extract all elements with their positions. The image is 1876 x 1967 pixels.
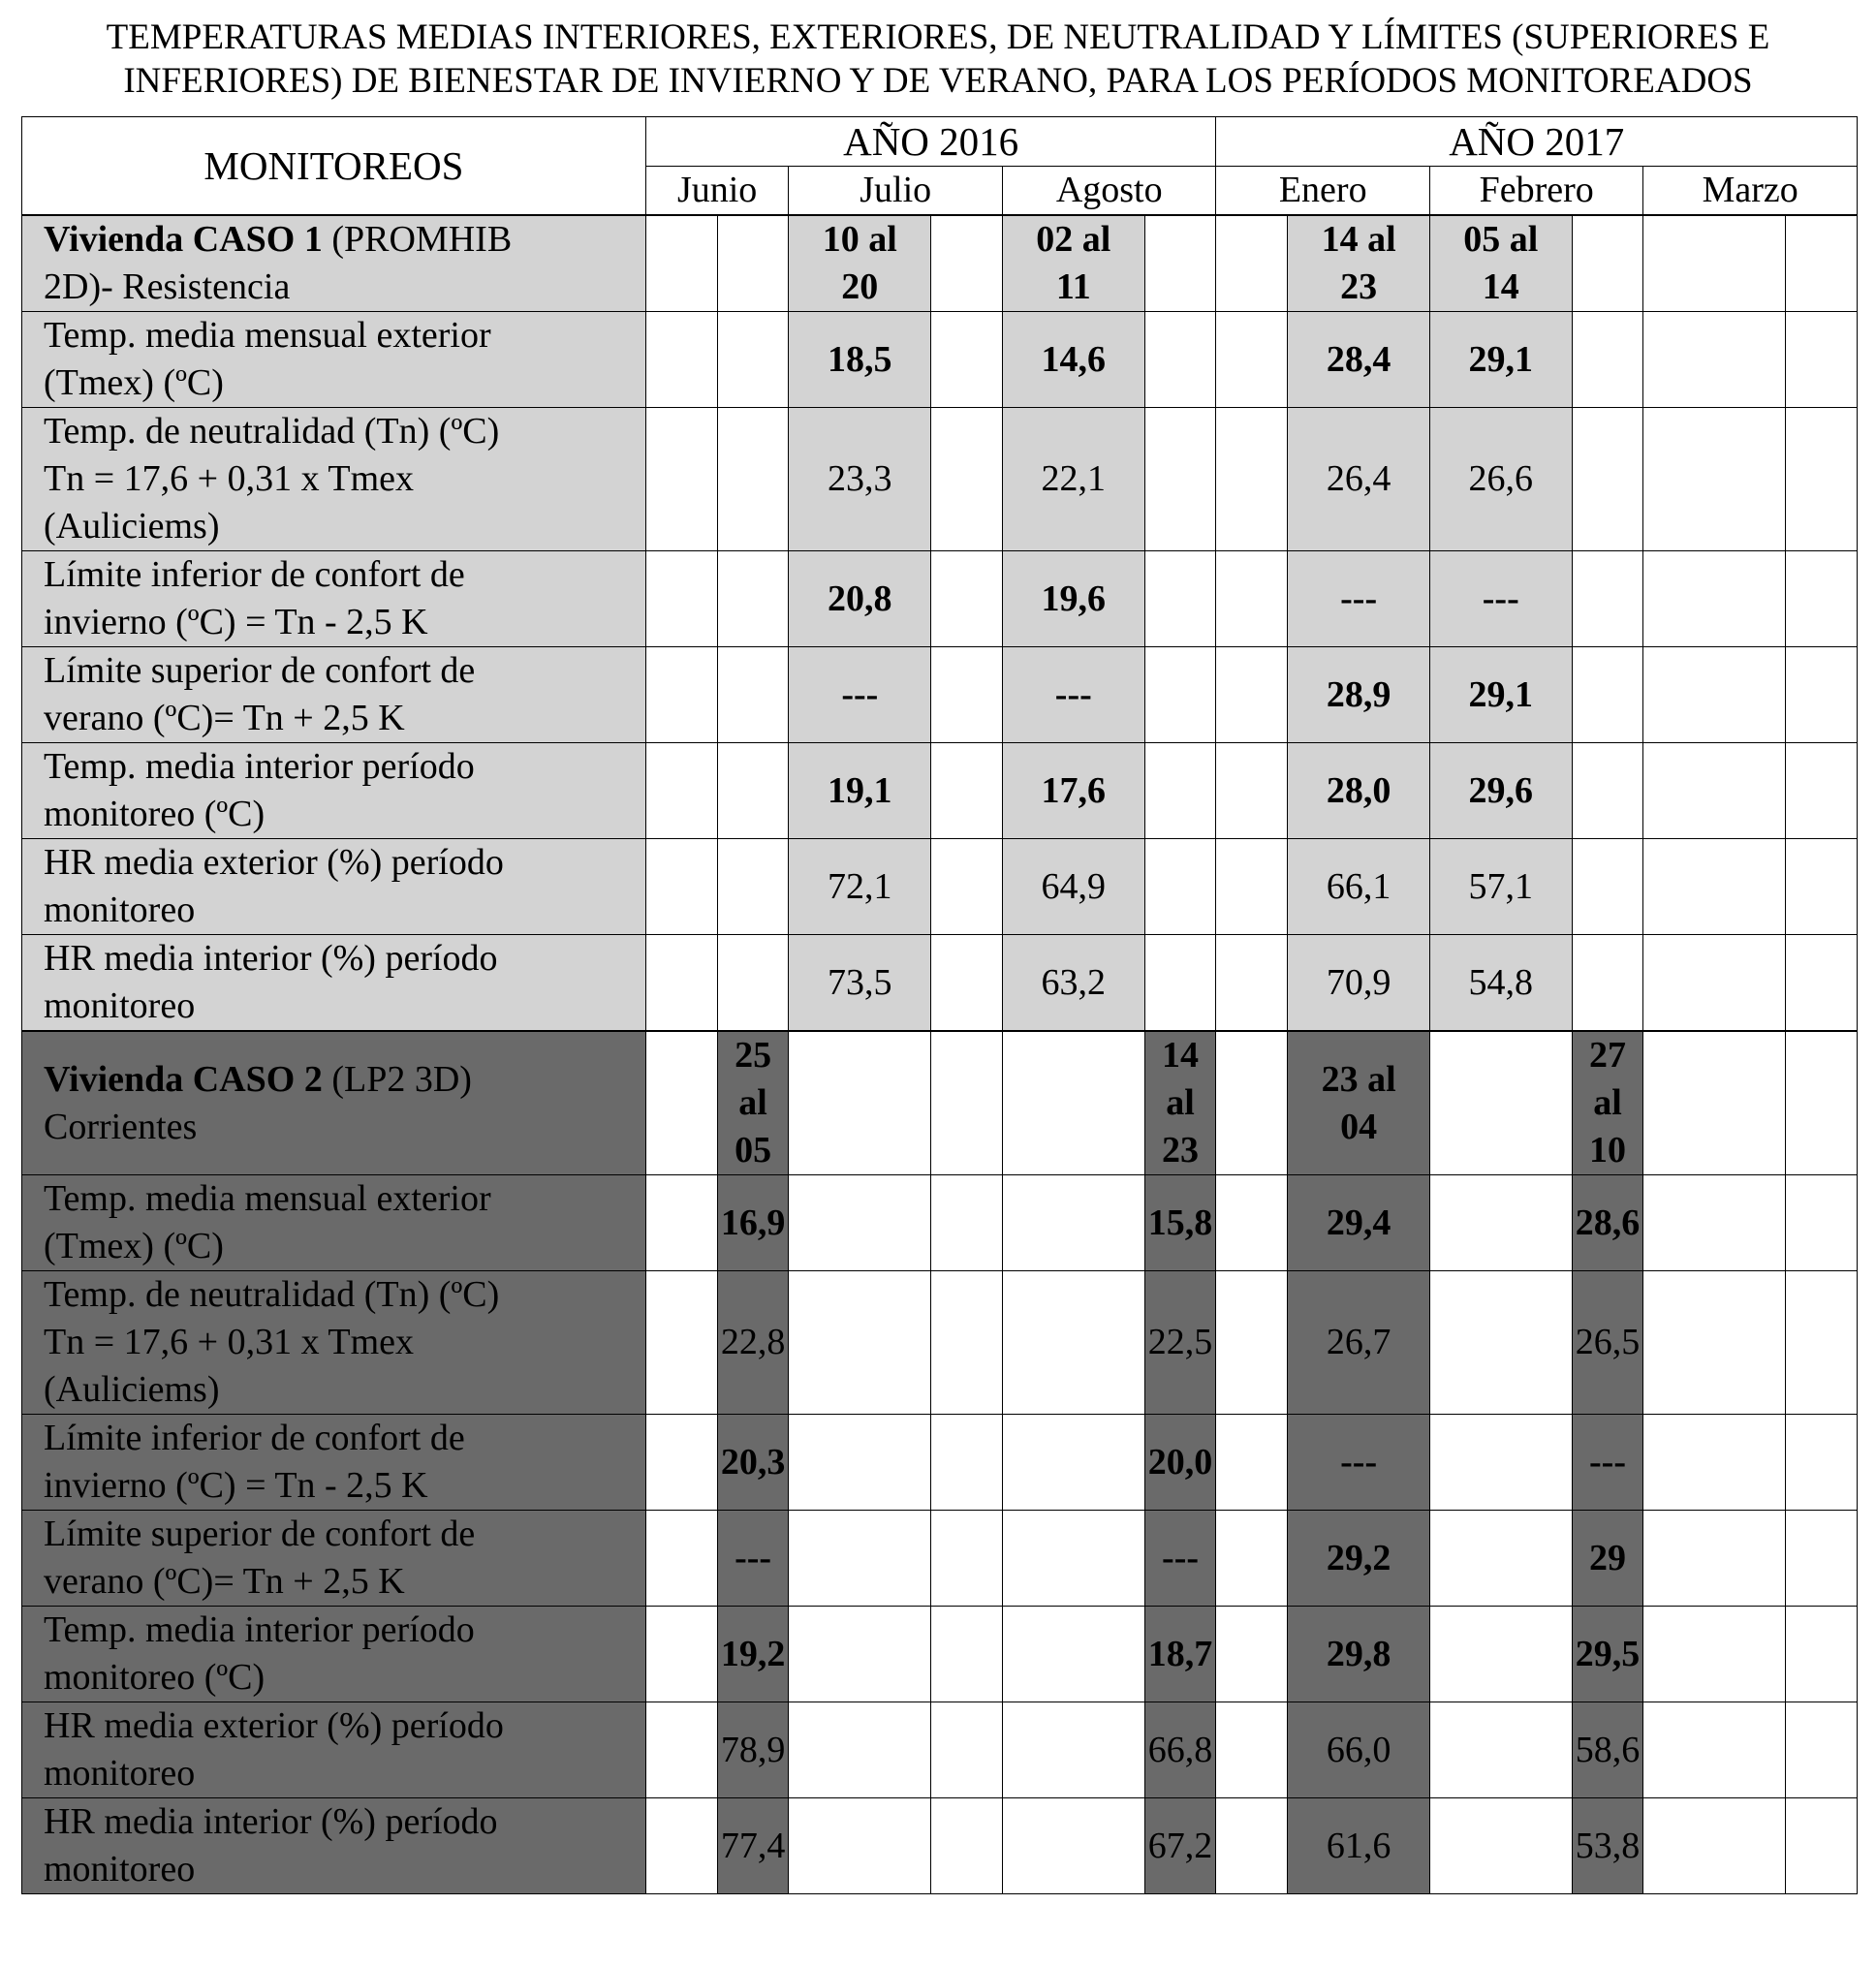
value-cell: 26,7 — [1288, 1271, 1430, 1415]
empty-cell — [1786, 1415, 1858, 1511]
empty-cell — [1643, 1511, 1786, 1607]
value-cell: 77,4 — [717, 1798, 789, 1894]
value-cell: --- — [1288, 551, 1430, 647]
empty-cell — [645, 1271, 717, 1415]
case-header-row — [22, 1031, 1858, 1175]
empty-cell — [1216, 1798, 1288, 1894]
row-label: Temp. media mensual exterior (Tmex) (ºC) — [22, 312, 646, 408]
row-label: Temp. media interior período monitoreo (ºC) — [22, 743, 646, 839]
data-row — [22, 935, 1858, 1032]
period-cell: 14 al 23 — [1288, 215, 1430, 312]
data-row — [22, 1798, 1858, 1894]
year-2016-header: AÑO 2016 — [645, 117, 1216, 167]
value-cell: 58,6 — [1572, 1702, 1643, 1798]
value-cell: 54,8 — [1429, 935, 1572, 1032]
empty-cell — [717, 839, 789, 935]
value-cell: 29,5 — [1572, 1607, 1643, 1702]
empty-cell — [1786, 647, 1858, 743]
empty-cell — [717, 935, 789, 1032]
data-row — [22, 743, 1858, 839]
value-cell: --- — [1288, 1415, 1430, 1511]
empty-cell — [1643, 1271, 1786, 1415]
data-row — [22, 1415, 1858, 1511]
data-row — [22, 408, 1858, 551]
empty-cell — [1643, 551, 1786, 647]
value-cell: 29,8 — [1288, 1607, 1430, 1702]
empty-cell — [645, 647, 717, 743]
empty-cell — [1786, 839, 1858, 935]
empty-cell — [1643, 935, 1786, 1032]
row-label: Temp. media mensual exterior (Tmex) (ºC) — [22, 1175, 646, 1271]
value-cell: 18,7 — [1144, 1607, 1216, 1702]
empty-cell — [1572, 839, 1643, 935]
empty-cell — [789, 1702, 931, 1798]
row-label: Temp. de neutralidad (Tn) (ºC) Tn = 17,6 + 0,31 x Tmex (Auliciems) — [22, 408, 646, 551]
empty-cell — [1144, 215, 1216, 312]
value-cell: 29,2 — [1288, 1511, 1430, 1607]
empty-cell — [1786, 312, 1858, 408]
empty-cell — [1216, 1031, 1288, 1175]
empty-cell — [1429, 1271, 1572, 1415]
value-cell: 16,9 — [717, 1175, 789, 1271]
empty-cell — [1144, 408, 1216, 551]
empty-cell — [1429, 1702, 1572, 1798]
value-cell: 29,6 — [1429, 743, 1572, 839]
value-cell: 28,0 — [1288, 743, 1430, 839]
monitoring-table — [21, 116, 1858, 1894]
empty-cell — [1429, 1511, 1572, 1607]
empty-cell — [645, 1031, 717, 1175]
period-cell: 14 al 23 — [1144, 1031, 1216, 1175]
value-cell: 64,9 — [1002, 839, 1144, 935]
period-cell: 23 al 04 — [1288, 1031, 1430, 1175]
row-label: Límite superior de confort de verano (ºC)= Tn + 2,5 K — [22, 1511, 646, 1607]
empty-cell — [717, 215, 789, 312]
value-cell: 78,9 — [717, 1702, 789, 1798]
empty-cell — [789, 1798, 931, 1894]
monitoreos-header: MONITOREOS — [22, 117, 646, 216]
value-cell: 28,9 — [1288, 647, 1430, 743]
value-cell: 63,2 — [1002, 935, 1144, 1032]
data-row — [22, 839, 1858, 935]
value-cell: 19,2 — [717, 1607, 789, 1702]
value-cell: --- — [1144, 1511, 1216, 1607]
value-cell: 66,0 — [1288, 1702, 1430, 1798]
value-cell: 20,3 — [717, 1415, 789, 1511]
month-header-junio: Junio — [645, 167, 789, 216]
table-title — [19, 16, 1857, 103]
empty-cell — [931, 1175, 1003, 1271]
value-cell: --- — [1002, 647, 1144, 743]
table-title-line-2: INFERIORES) DE BIENESTAR DE INVIERNO Y DE VERANO, PARA LOS PERÍODOS MONITOREADOS — [123, 61, 1753, 101]
value-cell: 29,4 — [1288, 1175, 1430, 1271]
year-2017-header: AÑO 2017 — [1216, 117, 1858, 167]
data-row — [22, 551, 1858, 647]
empty-cell — [1786, 1175, 1858, 1271]
value-cell: 20,8 — [789, 551, 931, 647]
empty-cell — [1786, 743, 1858, 839]
empty-cell — [1144, 647, 1216, 743]
empty-cell — [789, 1415, 931, 1511]
empty-cell — [931, 408, 1003, 551]
empty-cell — [1144, 551, 1216, 647]
empty-cell — [645, 312, 717, 408]
value-cell: 57,1 — [1429, 839, 1572, 935]
value-cell: 67,2 — [1144, 1798, 1216, 1894]
empty-cell — [1002, 1511, 1144, 1607]
value-cell: 29,1 — [1429, 312, 1572, 408]
value-cell: 66,8 — [1144, 1702, 1216, 1798]
value-cell: 70,9 — [1288, 935, 1430, 1032]
year-header-row — [22, 117, 1858, 167]
row-label: Límite inferior de confort de invierno (ºC) = Tn - 2,5 K — [22, 551, 646, 647]
empty-cell — [1216, 935, 1288, 1032]
data-row — [22, 1607, 1858, 1702]
empty-cell — [931, 1511, 1003, 1607]
empty-cell — [1643, 1798, 1786, 1894]
value-cell: 28,4 — [1288, 312, 1430, 408]
empty-cell — [1216, 1607, 1288, 1702]
empty-cell — [1572, 215, 1643, 312]
empty-cell — [645, 743, 717, 839]
empty-cell — [931, 312, 1003, 408]
empty-cell — [1786, 1271, 1858, 1415]
empty-cell — [1216, 215, 1288, 312]
empty-cell — [1002, 1031, 1144, 1175]
empty-cell — [645, 839, 717, 935]
value-cell: 15,8 — [1144, 1175, 1216, 1271]
empty-cell — [1002, 1607, 1144, 1702]
empty-cell — [789, 1175, 931, 1271]
case-location: (PROMHIB 2D)- Resistencia — [44, 219, 513, 307]
month-header-agosto: Agosto — [1002, 167, 1216, 216]
row-label: Temp. de neutralidad (Tn) (ºC) Tn = 17,6 + 0,31 x Tmex (Auliciems) — [22, 1271, 646, 1415]
period-cell: 25 al 05 — [717, 1031, 789, 1175]
value-cell: 29 — [1572, 1511, 1643, 1607]
value-cell: 73,5 — [789, 935, 931, 1032]
empty-cell — [789, 1271, 931, 1415]
data-row — [22, 1175, 1858, 1271]
empty-cell — [645, 1511, 717, 1607]
empty-cell — [1786, 1511, 1858, 1607]
data-row — [22, 647, 1858, 743]
case-label — [22, 1031, 646, 1175]
data-row — [22, 1702, 1858, 1798]
case-name: Vivienda CASO 1 — [44, 219, 323, 260]
row-label: HR media interior (%) período monitoreo — [22, 935, 646, 1032]
empty-cell — [645, 1702, 717, 1798]
empty-cell — [645, 1607, 717, 1702]
empty-cell — [717, 743, 789, 839]
value-cell: 19,6 — [1002, 551, 1144, 647]
value-cell: --- — [789, 647, 931, 743]
value-cell: 26,4 — [1288, 408, 1430, 551]
empty-cell — [717, 551, 789, 647]
empty-cell — [931, 215, 1003, 312]
case-label — [22, 215, 646, 312]
value-cell: 26,6 — [1429, 408, 1572, 551]
value-cell: --- — [717, 1511, 789, 1607]
empty-cell — [931, 1415, 1003, 1511]
empty-cell — [1216, 743, 1288, 839]
case-name: Vivienda CASO 2 — [44, 1058, 323, 1100]
empty-cell — [1002, 1175, 1144, 1271]
empty-cell — [1216, 1511, 1288, 1607]
empty-cell — [1643, 408, 1786, 551]
empty-cell — [1216, 408, 1288, 551]
empty-cell — [1429, 1607, 1572, 1702]
empty-cell — [645, 215, 717, 312]
value-cell: 14,6 — [1002, 312, 1144, 408]
period-cell: 27 al 10 — [1572, 1031, 1643, 1175]
empty-cell — [931, 647, 1003, 743]
value-cell: --- — [1429, 551, 1572, 647]
value-cell: 61,6 — [1288, 1798, 1430, 1894]
empty-cell — [931, 1607, 1003, 1702]
empty-cell — [1786, 1031, 1858, 1175]
value-cell: 20,0 — [1144, 1415, 1216, 1511]
empty-cell — [1216, 1175, 1288, 1271]
period-cell: 05 al 14 — [1429, 215, 1572, 312]
empty-cell — [1572, 408, 1643, 551]
empty-cell — [1643, 647, 1786, 743]
empty-cell — [717, 647, 789, 743]
empty-cell — [1002, 1271, 1144, 1415]
empty-cell — [789, 1031, 931, 1175]
empty-cell — [789, 1607, 931, 1702]
row-label: HR media exterior (%) período monitoreo — [22, 839, 646, 935]
empty-cell — [1429, 1175, 1572, 1271]
value-cell: 53,8 — [1572, 1798, 1643, 1894]
empty-cell — [1144, 312, 1216, 408]
empty-cell — [1643, 1415, 1786, 1511]
empty-cell — [1786, 1702, 1858, 1798]
value-cell: 17,6 — [1002, 743, 1144, 839]
empty-cell — [931, 1031, 1003, 1175]
value-cell: 18,5 — [789, 312, 931, 408]
month-header-marzo: Marzo — [1643, 167, 1858, 216]
empty-cell — [717, 408, 789, 551]
empty-cell — [931, 743, 1003, 839]
empty-cell — [1429, 1415, 1572, 1511]
data-row — [22, 1511, 1858, 1607]
empty-cell — [1002, 1415, 1144, 1511]
empty-cell — [931, 551, 1003, 647]
month-header-julio: Julio — [789, 167, 1002, 216]
row-label: Límite inferior de confort de invierno (ºC) = Tn - 2,5 K — [22, 1415, 646, 1511]
empty-cell — [1144, 743, 1216, 839]
empty-cell — [1572, 647, 1643, 743]
row-label: HR media interior (%) período monitoreo — [22, 1798, 646, 1894]
empty-cell — [1643, 312, 1786, 408]
empty-cell — [1572, 312, 1643, 408]
empty-cell — [931, 1271, 1003, 1415]
empty-cell — [1144, 935, 1216, 1032]
empty-cell — [1786, 1607, 1858, 1702]
value-cell: 22,8 — [717, 1271, 789, 1415]
empty-cell — [1002, 1798, 1144, 1894]
empty-cell — [1002, 1702, 1144, 1798]
empty-cell — [1216, 1415, 1288, 1511]
value-cell: 72,1 — [789, 839, 931, 935]
empty-cell — [1643, 215, 1786, 312]
value-cell: --- — [1572, 1415, 1643, 1511]
empty-cell — [1643, 1607, 1786, 1702]
empty-cell — [1144, 839, 1216, 935]
value-cell: 22,5 — [1144, 1271, 1216, 1415]
empty-cell — [1572, 935, 1643, 1032]
period-cell: 10 al 20 — [789, 215, 931, 312]
data-row — [22, 1271, 1858, 1415]
empty-cell — [1572, 551, 1643, 647]
empty-cell — [1786, 1798, 1858, 1894]
empty-cell — [1216, 647, 1288, 743]
period-cell: 02 al 11 — [1002, 215, 1144, 312]
empty-cell — [1643, 1175, 1786, 1271]
empty-cell — [789, 1511, 931, 1607]
empty-cell — [1572, 743, 1643, 839]
value-cell: 26,5 — [1572, 1271, 1643, 1415]
empty-cell — [1216, 1702, 1288, 1798]
empty-cell — [645, 935, 717, 1032]
value-cell: 22,1 — [1002, 408, 1144, 551]
empty-cell — [1786, 935, 1858, 1032]
empty-cell — [931, 839, 1003, 935]
empty-cell — [645, 1798, 717, 1894]
row-label: Temp. media interior período monitoreo (ºC) — [22, 1607, 646, 1702]
empty-cell — [931, 1702, 1003, 1798]
empty-cell — [645, 1175, 717, 1271]
month-header-enero: Enero — [1216, 167, 1429, 216]
empty-cell — [1429, 1798, 1572, 1894]
empty-cell — [931, 935, 1003, 1032]
value-cell: 23,3 — [789, 408, 931, 551]
empty-cell — [645, 408, 717, 551]
value-cell: 28,6 — [1572, 1175, 1643, 1271]
case-header-row — [22, 215, 1858, 312]
case-location: (LP2 3D) Corrientes — [44, 1058, 472, 1147]
empty-cell — [1643, 1702, 1786, 1798]
empty-cell — [1786, 551, 1858, 647]
empty-cell — [1429, 1031, 1572, 1175]
month-header-febrero: Febrero — [1429, 167, 1642, 216]
empty-cell — [1216, 839, 1288, 935]
empty-cell — [1643, 1031, 1786, 1175]
empty-cell — [645, 551, 717, 647]
empty-cell — [931, 1798, 1003, 1894]
empty-cell — [645, 1415, 717, 1511]
empty-cell — [1786, 215, 1858, 312]
empty-cell — [717, 312, 789, 408]
empty-cell — [1216, 551, 1288, 647]
data-row — [22, 312, 1858, 408]
row-label: HR media exterior (%) período monitoreo — [22, 1702, 646, 1798]
empty-cell — [1786, 408, 1858, 551]
empty-cell — [1216, 1271, 1288, 1415]
row-label: Límite superior de confort de verano (ºC)= Tn + 2,5 K — [22, 647, 646, 743]
empty-cell — [1643, 743, 1786, 839]
value-cell: 29,1 — [1429, 647, 1572, 743]
empty-cell — [1643, 839, 1786, 935]
value-cell: 66,1 — [1288, 839, 1430, 935]
table-title-line-1: TEMPERATURAS MEDIAS INTERIORES, EXTERIORES, DE NEUTRALIDAD Y LÍMITES (SUPERIORES E — [106, 17, 1770, 57]
empty-cell — [1216, 312, 1288, 408]
value-cell: 19,1 — [789, 743, 931, 839]
